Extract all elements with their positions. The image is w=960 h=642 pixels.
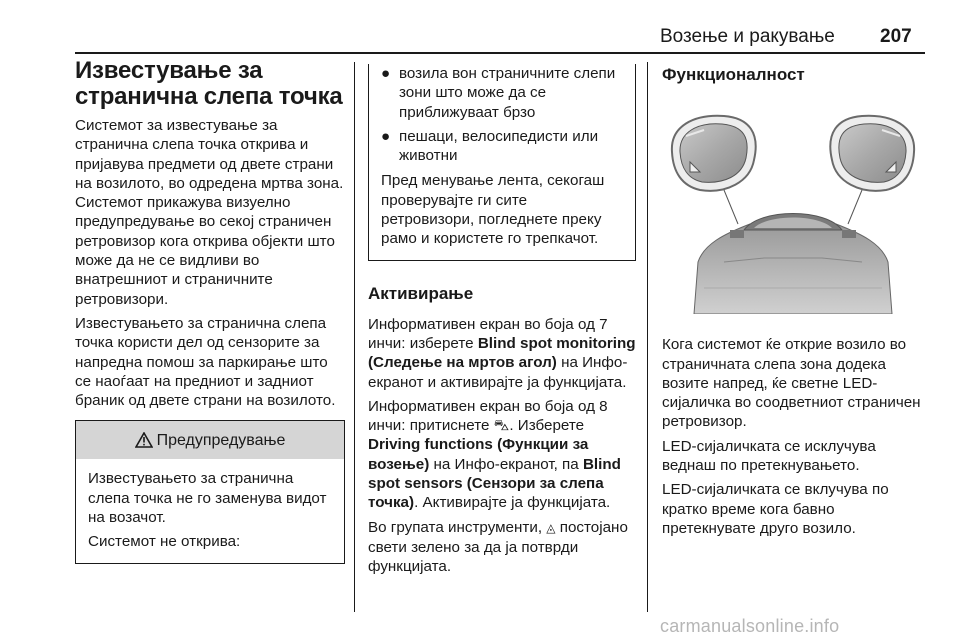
- text-run: . Активирајте ја функцијата.: [414, 494, 611, 512]
- functionality-heading: Функционалност: [662, 65, 805, 84]
- lane-change-paragraph: Пред менување лента, секогаш проверувајте ги сите ретровизори, погледнете преку рамо и користете го трепкачот.: [381, 172, 605, 248]
- column-1: [75, 58, 345, 564]
- warning-paragraph-2: Системот не открива:: [88, 533, 241, 551]
- functionality-paragraph-3: LED-сијаличката се вклучува по кратко време кога бавно претекнувате друго возило.: [662, 481, 889, 537]
- warning-paragraph: Известувањето за странична слепа точка не го заменува видот на возачот.: [88, 470, 327, 527]
- watermark: carmanualsonline.info: [660, 616, 840, 636]
- menu-option-name: Blind spot monitoring (Следење на мртов агол): [368, 334, 636, 372]
- section-heading: Известување за странична слепа точка: [75, 57, 343, 110]
- functionality-paragraph-1: Кога системот ќе открие возило во страничната слепа зона додека возите напред, ќе светне LED-сијаличка во соодветниот страничен ретровизор.: [662, 336, 921, 431]
- warning-box-continued: [368, 64, 636, 261]
- warning-header: [76, 421, 344, 459]
- page-number: 207: [880, 26, 912, 47]
- warning-box: [75, 420, 345, 563]
- bullet-icon: ●: [381, 65, 391, 82]
- warning-triangle-icon: [135, 432, 153, 448]
- vehicle-menu-icon: ⛍: [493, 417, 510, 435]
- intro-paragraph: Системот за известување за странична слепа точка открива и пријавува предмети од двете страни на возилото, во одредена мртва зона. Системот прикажува визуелно предупредување во секој страничен ретровизор кога открива објекти што може да не се видливи во внатрешниот и страничните ретровизори.: [75, 117, 344, 308]
- text-run: Во групата инструменти,: [368, 518, 547, 536]
- menu-option-name: Blind spot sensors (Сензори за слепа точка): [368, 455, 621, 512]
- bullet-icon: ●: [381, 127, 391, 145]
- activation-paragraph-8inch: [368, 397, 636, 513]
- column-divider-1: [354, 62, 355, 612]
- list-item-text: возила вон страничните слепи зони што може да се приближуваат брзо: [399, 65, 616, 121]
- activation-heading: Активирање: [368, 283, 474, 303]
- text-run: на Инфо-екранот, па: [429, 455, 583, 473]
- text-run: постојано свети зелено за да ја потврди функцијата.: [368, 518, 628, 576]
- car-rear: [694, 214, 892, 315]
- text-run: Информативен екран во боја од 7 инчи: изберете: [368, 315, 608, 352]
- side-mirrors-illustration: [664, 112, 922, 314]
- text-run: на Инфо-екранот и активирајте ја функцијата.: [368, 354, 628, 391]
- warning-title: Предупредување: [156, 431, 286, 449]
- list-item: [381, 64, 623, 122]
- column-3: [662, 64, 928, 543]
- text-run: Информативен екран во боја од 8 инчи: притиснете: [368, 397, 608, 435]
- blind-spot-indicator-icon: ◬: [546, 520, 556, 535]
- menu-option-name: Driving functions (Функции за возење): [368, 436, 589, 473]
- list-item-text: пешаци, велосипедисти или животни: [399, 127, 599, 165]
- left-mirror: [672, 116, 756, 191]
- text-run: . Изберете: [509, 417, 585, 435]
- cluster-paragraph: [368, 518, 636, 577]
- right-mirror: [830, 116, 914, 191]
- column-2: [368, 64, 636, 582]
- activation-paragraph-7inch: [368, 315, 636, 392]
- bullet-list: [381, 64, 623, 165]
- warning-body: [76, 459, 344, 562]
- functionality-paragraph-2: LED-сијаличката се исклучува веднаш по претекнувањето.: [662, 437, 876, 475]
- column-divider-2: [647, 62, 648, 612]
- list-item: [381, 127, 623, 166]
- sensors-paragraph: Известувањето за странична слепа точка користи дел од сензорите за напредна помош за паркирање што се наоѓаат на предниот и задниот браник од двете страни на возилото.: [75, 314, 336, 410]
- running-header: Возење и ракување: [660, 26, 835, 47]
- header-rule: [75, 52, 925, 54]
